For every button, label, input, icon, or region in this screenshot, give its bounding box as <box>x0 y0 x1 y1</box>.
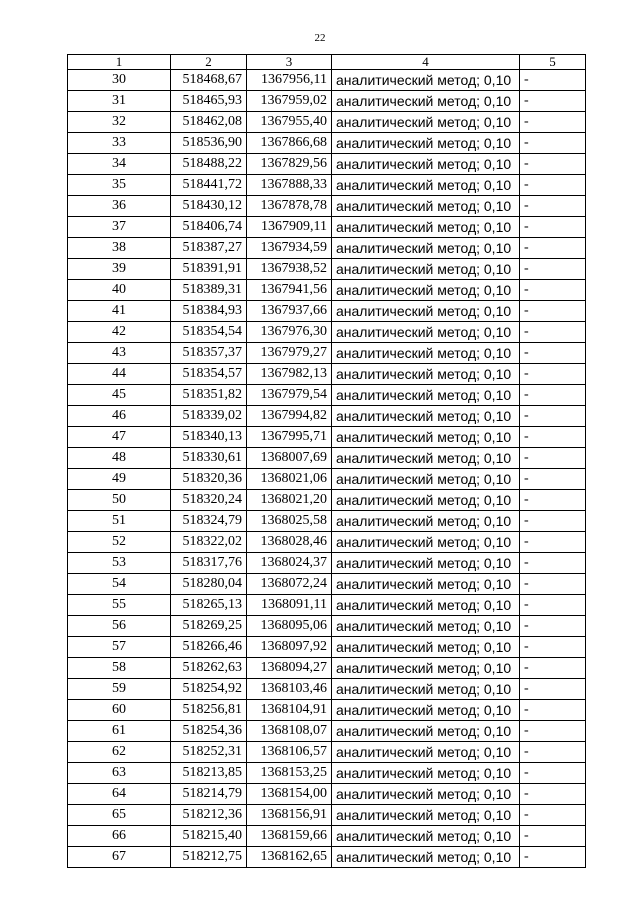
point-number-cell: 43 <box>68 343 171 364</box>
y-coordinate-cell: 1368153,25 <box>247 763 332 784</box>
point-number-cell: 49 <box>68 469 171 490</box>
method-accuracy-cell: аналитический метод; 0,10 <box>332 448 520 469</box>
table-row <box>68 364 586 385</box>
x-coordinate-cell: 518430,12 <box>171 196 247 217</box>
table-row <box>68 511 586 532</box>
note-cell: - <box>520 763 586 784</box>
point-number-cell: 57 <box>68 637 171 658</box>
method-accuracy-cell: аналитический метод; 0,10 <box>332 784 520 805</box>
y-coordinate-cell: 1368108,07 <box>247 721 332 742</box>
y-coordinate-cell: 1367941,56 <box>247 280 332 301</box>
x-coordinate-cell: 518441,72 <box>171 175 247 196</box>
x-coordinate-cell: 518266,46 <box>171 637 247 658</box>
table-row <box>68 175 586 196</box>
note-cell: - <box>520 511 586 532</box>
page-number: 22 <box>314 32 326 44</box>
method-accuracy-cell: аналитический метод; 0,10 <box>332 658 520 679</box>
table-row <box>68 91 586 112</box>
table-row <box>68 427 586 448</box>
y-coordinate-cell: 1368104,91 <box>247 700 332 721</box>
note-cell: - <box>520 280 586 301</box>
x-coordinate-cell: 518320,36 <box>171 469 247 490</box>
y-coordinate-cell: 1367866,68 <box>247 133 332 154</box>
point-number-cell: 53 <box>68 553 171 574</box>
x-coordinate-cell: 518215,40 <box>171 826 247 847</box>
note-cell: - <box>520 679 586 700</box>
point-number-cell: 36 <box>68 196 171 217</box>
table-row <box>68 343 586 364</box>
method-accuracy-cell: аналитический метод; 0,10 <box>332 112 520 133</box>
table-row <box>68 469 586 490</box>
column-header: 3 <box>247 55 332 70</box>
method-accuracy-cell: аналитический метод; 0,10 <box>332 343 520 364</box>
table-row <box>68 259 586 280</box>
method-accuracy-cell: аналитический метод; 0,10 <box>332 259 520 280</box>
x-coordinate-cell: 518254,92 <box>171 679 247 700</box>
note-cell: - <box>520 721 586 742</box>
table-row <box>68 217 586 238</box>
note-cell: - <box>520 259 586 280</box>
point-number-cell: 66 <box>68 826 171 847</box>
x-coordinate-cell: 518265,13 <box>171 595 247 616</box>
method-accuracy-cell: аналитический метод; 0,10 <box>332 238 520 259</box>
table-row <box>68 322 586 343</box>
note-cell: - <box>520 133 586 154</box>
note-cell: - <box>520 91 586 112</box>
table-row <box>68 553 586 574</box>
method-accuracy-cell: аналитический метод; 0,10 <box>332 847 520 868</box>
table-row <box>68 826 586 847</box>
table-row <box>68 763 586 784</box>
method-accuracy-cell: аналитический метод; 0,10 <box>332 217 520 238</box>
x-coordinate-cell: 518320,24 <box>171 490 247 511</box>
point-number-cell: 31 <box>68 91 171 112</box>
table-row <box>68 196 586 217</box>
note-cell: - <box>520 154 586 175</box>
column-header: 2 <box>171 55 247 70</box>
y-coordinate-cell: 1368156,91 <box>247 805 332 826</box>
y-coordinate-cell: 1367955,40 <box>247 112 332 133</box>
method-accuracy-cell: аналитический метод; 0,10 <box>332 700 520 721</box>
method-accuracy-cell: аналитический метод; 0,10 <box>332 406 520 427</box>
point-number-cell: 51 <box>68 511 171 532</box>
point-number-cell: 67 <box>68 847 171 868</box>
y-coordinate-cell: 1368024,37 <box>247 553 332 574</box>
point-number-cell: 61 <box>68 721 171 742</box>
note-cell: - <box>520 469 586 490</box>
point-number-cell: 54 <box>68 574 171 595</box>
point-number-cell: 46 <box>68 406 171 427</box>
method-accuracy-cell: аналитический метод; 0,10 <box>332 553 520 574</box>
y-coordinate-cell: 1368095,06 <box>247 616 332 637</box>
table-row <box>68 658 586 679</box>
note-cell: - <box>520 343 586 364</box>
y-coordinate-cell: 1367938,52 <box>247 259 332 280</box>
x-coordinate-cell: 518488,22 <box>171 154 247 175</box>
note-cell: - <box>520 364 586 385</box>
x-coordinate-cell: 518269,25 <box>171 616 247 637</box>
column-header: 5 <box>520 55 586 70</box>
note-cell: - <box>520 406 586 427</box>
point-number-cell: 48 <box>68 448 171 469</box>
point-number-cell: 45 <box>68 385 171 406</box>
note-cell: - <box>520 301 586 322</box>
note-cell: - <box>520 805 586 826</box>
x-coordinate-cell: 518322,02 <box>171 532 247 553</box>
y-coordinate-cell: 1367878,78 <box>247 196 332 217</box>
method-accuracy-cell: аналитический метод; 0,10 <box>332 742 520 763</box>
note-cell: - <box>520 595 586 616</box>
note-cell: - <box>520 322 586 343</box>
x-coordinate-cell: 518536,90 <box>171 133 247 154</box>
table-row <box>68 637 586 658</box>
x-coordinate-cell: 518389,31 <box>171 280 247 301</box>
point-number-cell: 34 <box>68 154 171 175</box>
point-number-cell: 65 <box>68 805 171 826</box>
table-row <box>68 805 586 826</box>
y-coordinate-cell: 1368025,58 <box>247 511 332 532</box>
table-row <box>68 280 586 301</box>
x-coordinate-cell: 518252,31 <box>171 742 247 763</box>
method-accuracy-cell: аналитический метод; 0,10 <box>332 385 520 406</box>
method-accuracy-cell: аналитический метод; 0,10 <box>332 364 520 385</box>
x-coordinate-cell: 518254,36 <box>171 721 247 742</box>
table-row <box>68 784 586 805</box>
y-coordinate-cell: 1367995,71 <box>247 427 332 448</box>
y-coordinate-cell: 1368103,46 <box>247 679 332 700</box>
method-accuracy-cell: аналитический метод; 0,10 <box>332 616 520 637</box>
y-coordinate-cell: 1368007,69 <box>247 448 332 469</box>
table-row <box>68 700 586 721</box>
method-accuracy-cell: аналитический метод; 0,10 <box>332 574 520 595</box>
x-coordinate-cell: 518213,85 <box>171 763 247 784</box>
y-coordinate-cell: 1367959,02 <box>247 91 332 112</box>
point-number-cell: 39 <box>68 259 171 280</box>
point-number-cell: 60 <box>68 700 171 721</box>
point-number-cell: 55 <box>68 595 171 616</box>
y-coordinate-cell: 1367909,11 <box>247 217 332 238</box>
y-coordinate-cell: 1368028,46 <box>247 532 332 553</box>
note-cell: - <box>520 637 586 658</box>
method-accuracy-cell: аналитический метод; 0,10 <box>332 427 520 448</box>
x-coordinate-cell: 518391,91 <box>171 259 247 280</box>
method-accuracy-cell: аналитический метод; 0,10 <box>332 322 520 343</box>
point-number-cell: 37 <box>68 217 171 238</box>
point-number-cell: 59 <box>68 679 171 700</box>
y-coordinate-cell: 1368159,66 <box>247 826 332 847</box>
note-cell: - <box>520 553 586 574</box>
point-number-cell: 42 <box>68 322 171 343</box>
point-number-cell: 32 <box>68 112 171 133</box>
table-row <box>68 490 586 511</box>
y-coordinate-cell: 1367956,11 <box>247 70 332 91</box>
point-number-cell: 50 <box>68 490 171 511</box>
y-coordinate-cell: 1368021,06 <box>247 469 332 490</box>
method-accuracy-cell: аналитический метод; 0,10 <box>332 595 520 616</box>
y-coordinate-cell: 1367982,13 <box>247 364 332 385</box>
point-number-cell: 33 <box>68 133 171 154</box>
point-number-cell: 40 <box>68 280 171 301</box>
point-number-cell: 64 <box>68 784 171 805</box>
y-coordinate-cell: 1368091,11 <box>247 595 332 616</box>
y-coordinate-cell: 1368097,92 <box>247 637 332 658</box>
point-number-cell: 35 <box>68 175 171 196</box>
table-row <box>68 742 586 763</box>
x-coordinate-cell: 518262,63 <box>171 658 247 679</box>
note-cell: - <box>520 238 586 259</box>
point-number-cell: 62 <box>68 742 171 763</box>
method-accuracy-cell: аналитический метод; 0,10 <box>332 301 520 322</box>
table-row <box>68 238 586 259</box>
x-coordinate-cell: 518406,74 <box>171 217 247 238</box>
point-number-cell: 44 <box>68 364 171 385</box>
note-cell: - <box>520 217 586 238</box>
column-header: 4 <box>332 55 520 70</box>
x-coordinate-cell: 518468,67 <box>171 70 247 91</box>
table-row <box>68 70 586 91</box>
table-row <box>68 448 586 469</box>
method-accuracy-cell: аналитический метод; 0,10 <box>332 805 520 826</box>
method-accuracy-cell: аналитический метод; 0,10 <box>332 721 520 742</box>
table-row <box>68 721 586 742</box>
note-cell: - <box>520 490 586 511</box>
note-cell: - <box>520 448 586 469</box>
method-accuracy-cell: аналитический метод; 0,10 <box>332 133 520 154</box>
y-coordinate-cell: 1367934,59 <box>247 238 332 259</box>
table-row <box>68 532 586 553</box>
note-cell: - <box>520 427 586 448</box>
x-coordinate-cell: 518256,81 <box>171 700 247 721</box>
point-number-cell: 30 <box>68 70 171 91</box>
table-header-row <box>68 55 586 70</box>
note-cell: - <box>520 112 586 133</box>
x-coordinate-cell: 518340,13 <box>171 427 247 448</box>
table-row <box>68 133 586 154</box>
method-accuracy-cell: аналитический метод; 0,10 <box>332 70 520 91</box>
x-coordinate-cell: 518354,54 <box>171 322 247 343</box>
point-number-cell: 56 <box>68 616 171 637</box>
method-accuracy-cell: аналитический метод; 0,10 <box>332 490 520 511</box>
method-accuracy-cell: аналитический метод; 0,10 <box>332 91 520 112</box>
note-cell: - <box>520 175 586 196</box>
y-coordinate-cell: 1368072,24 <box>247 574 332 595</box>
note-cell: - <box>520 826 586 847</box>
note-cell: - <box>520 847 586 868</box>
x-coordinate-cell: 518465,93 <box>171 91 247 112</box>
table-row <box>68 574 586 595</box>
note-cell: - <box>520 532 586 553</box>
note-cell: - <box>520 742 586 763</box>
x-coordinate-cell: 518339,02 <box>171 406 247 427</box>
x-coordinate-cell: 518214,79 <box>171 784 247 805</box>
method-accuracy-cell: аналитический метод; 0,10 <box>332 469 520 490</box>
table-row <box>68 616 586 637</box>
y-coordinate-cell: 1367937,66 <box>247 301 332 322</box>
x-coordinate-cell: 518330,61 <box>171 448 247 469</box>
note-cell: - <box>520 658 586 679</box>
x-coordinate-cell: 518280,04 <box>171 574 247 595</box>
table-row <box>68 301 586 322</box>
table-row <box>68 847 586 868</box>
y-coordinate-cell: 1367829,56 <box>247 154 332 175</box>
y-coordinate-cell: 1368154,00 <box>247 784 332 805</box>
table-row <box>68 154 586 175</box>
table-row <box>68 112 586 133</box>
y-coordinate-cell: 1367888,33 <box>247 175 332 196</box>
note-cell: - <box>520 784 586 805</box>
coordinates-table <box>67 54 586 868</box>
method-accuracy-cell: аналитический метод; 0,10 <box>332 511 520 532</box>
x-coordinate-cell: 518212,36 <box>171 805 247 826</box>
x-coordinate-cell: 518462,08 <box>171 112 247 133</box>
method-accuracy-cell: аналитический метод; 0,10 <box>332 679 520 700</box>
point-number-cell: 58 <box>68 658 171 679</box>
method-accuracy-cell: аналитический метод; 0,10 <box>332 175 520 196</box>
y-coordinate-cell: 1368021,20 <box>247 490 332 511</box>
x-coordinate-cell: 518387,27 <box>171 238 247 259</box>
y-coordinate-cell: 1368162,65 <box>247 847 332 868</box>
note-cell: - <box>520 70 586 91</box>
note-cell: - <box>520 574 586 595</box>
x-coordinate-cell: 518317,76 <box>171 553 247 574</box>
method-accuracy-cell: аналитический метод; 0,10 <box>332 154 520 175</box>
method-accuracy-cell: аналитический метод; 0,10 <box>332 826 520 847</box>
method-accuracy-cell: аналитический метод; 0,10 <box>332 196 520 217</box>
x-coordinate-cell: 518212,75 <box>171 847 247 868</box>
point-number-cell: 47 <box>68 427 171 448</box>
point-number-cell: 38 <box>68 238 171 259</box>
x-coordinate-cell: 518357,37 <box>171 343 247 364</box>
table-row <box>68 406 586 427</box>
y-coordinate-cell: 1367994,82 <box>247 406 332 427</box>
method-accuracy-cell: аналитический метод; 0,10 <box>332 763 520 784</box>
point-number-cell: 52 <box>68 532 171 553</box>
y-coordinate-cell: 1368094,27 <box>247 658 332 679</box>
note-cell: - <box>520 700 586 721</box>
table-row <box>68 385 586 406</box>
x-coordinate-cell: 518354,57 <box>171 364 247 385</box>
note-cell: - <box>520 385 586 406</box>
y-coordinate-cell: 1367976,30 <box>247 322 332 343</box>
table-row <box>68 595 586 616</box>
point-number-cell: 41 <box>68 301 171 322</box>
note-cell: - <box>520 616 586 637</box>
column-header: 1 <box>68 55 171 70</box>
method-accuracy-cell: аналитический метод; 0,10 <box>332 280 520 301</box>
y-coordinate-cell: 1368106,57 <box>247 742 332 763</box>
x-coordinate-cell: 518324,79 <box>171 511 247 532</box>
x-coordinate-cell: 518384,93 <box>171 301 247 322</box>
x-coordinate-cell: 518351,82 <box>171 385 247 406</box>
point-number-cell: 63 <box>68 763 171 784</box>
table-row <box>68 679 586 700</box>
method-accuracy-cell: аналитический метод; 0,10 <box>332 532 520 553</box>
note-cell: - <box>520 196 586 217</box>
y-coordinate-cell: 1367979,27 <box>247 343 332 364</box>
y-coordinate-cell: 1367979,54 <box>247 385 332 406</box>
method-accuracy-cell: аналитический метод; 0,10 <box>332 637 520 658</box>
